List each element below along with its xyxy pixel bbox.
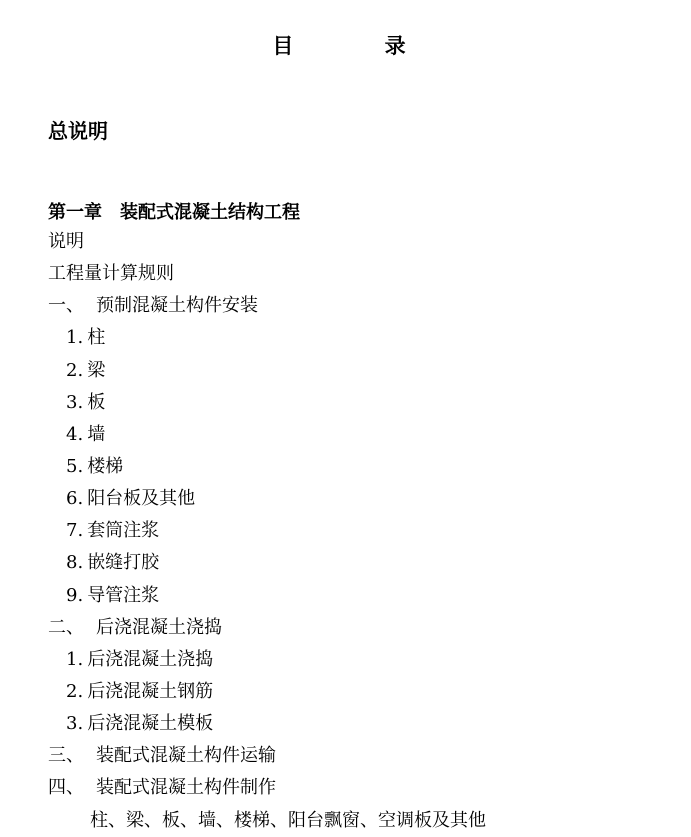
toc-entry-text: 梁 xyxy=(87,359,106,381)
toc-entry xyxy=(0,483,691,515)
toc-entry-number: 2. xyxy=(66,359,84,381)
toc-entry-text: 阳台板及其他 xyxy=(87,488,196,510)
toc-entry-number: 1. xyxy=(66,327,84,349)
toc-entry-number: 8. xyxy=(66,552,84,574)
toc-entry xyxy=(0,644,691,676)
toc-entry-text: 柱、梁、板、墙、楼梯、阳台飘窗、空调板及其他 xyxy=(90,809,486,831)
toc-entry xyxy=(0,708,691,740)
toc-entry-number: 2. xyxy=(66,680,84,702)
toc-entry-text: 后浇混凝土浇捣 xyxy=(96,616,222,638)
toc-entry-number: 9. xyxy=(66,584,84,606)
toc-entry xyxy=(0,676,691,708)
toc-entry-text: 说明 xyxy=(48,231,84,252)
toc-entry-text: 墙 xyxy=(87,423,106,445)
toc-entry xyxy=(0,515,691,547)
toc-entry-number: 一、 xyxy=(48,295,84,317)
toc-entry-text: 嵌缝打胶 xyxy=(87,552,160,574)
toc-entry-text: 套筒注浆 xyxy=(87,520,160,542)
toc-entry xyxy=(0,740,691,772)
toc-entry-number: 3. xyxy=(66,391,84,413)
toc-entry-text: 工程量计算规则 xyxy=(48,263,174,285)
toc-entry xyxy=(0,322,691,354)
toc-entry-number: 6. xyxy=(66,488,84,510)
toc-entry xyxy=(0,451,691,483)
toc-entry-text: 装配式混凝土构件制作 xyxy=(96,777,276,799)
toc-entry-text: 板 xyxy=(87,391,106,413)
toc-entry-number: 5. xyxy=(66,455,84,477)
general-section-heading: 总说明 xyxy=(48,119,108,143)
toc-entry-text: 楼梯 xyxy=(87,455,124,477)
toc-entry xyxy=(0,612,691,644)
toc-entry-number: 四、 xyxy=(48,777,84,799)
toc-entry-number: 3. xyxy=(66,713,84,735)
toc-entry-text: 导管注浆 xyxy=(87,584,160,606)
toc-entry-text: 后浇混凝土浇捣 xyxy=(87,648,214,670)
toc-entry-number: 二、 xyxy=(48,616,84,638)
toc-entry xyxy=(0,580,691,612)
toc-entry xyxy=(0,419,691,451)
toc-entry-text: 柱 xyxy=(87,327,106,349)
toc-entry xyxy=(0,547,691,579)
toc-entry xyxy=(0,226,691,258)
toc-entry xyxy=(0,772,691,804)
toc-entry-text: 后浇混凝土模板 xyxy=(87,713,214,735)
toc-list xyxy=(0,226,691,837)
toc-entry xyxy=(0,355,691,387)
toc-entry xyxy=(0,387,691,419)
chapter-number: 第一章 xyxy=(48,202,102,223)
toc-entry xyxy=(0,258,691,290)
toc-entry xyxy=(0,290,691,322)
chapter-heading xyxy=(48,198,300,224)
toc-entry-text: 装配式混凝土构件运输 xyxy=(96,745,276,767)
toc-heading: 目 录 xyxy=(272,34,448,58)
chapter-title: 装配式混凝土结构工程 xyxy=(120,202,300,223)
toc-entry-text: 预制混凝土构件安装 xyxy=(96,295,258,317)
toc-entry-number: 4. xyxy=(66,423,84,445)
toc-entry-number: 三、 xyxy=(48,745,84,767)
toc-entry-text: 后浇混凝土钢筋 xyxy=(87,680,214,702)
toc-entry-number: 1. xyxy=(66,648,84,670)
toc-entry-number: 7. xyxy=(66,520,84,542)
toc-entry xyxy=(0,805,691,837)
